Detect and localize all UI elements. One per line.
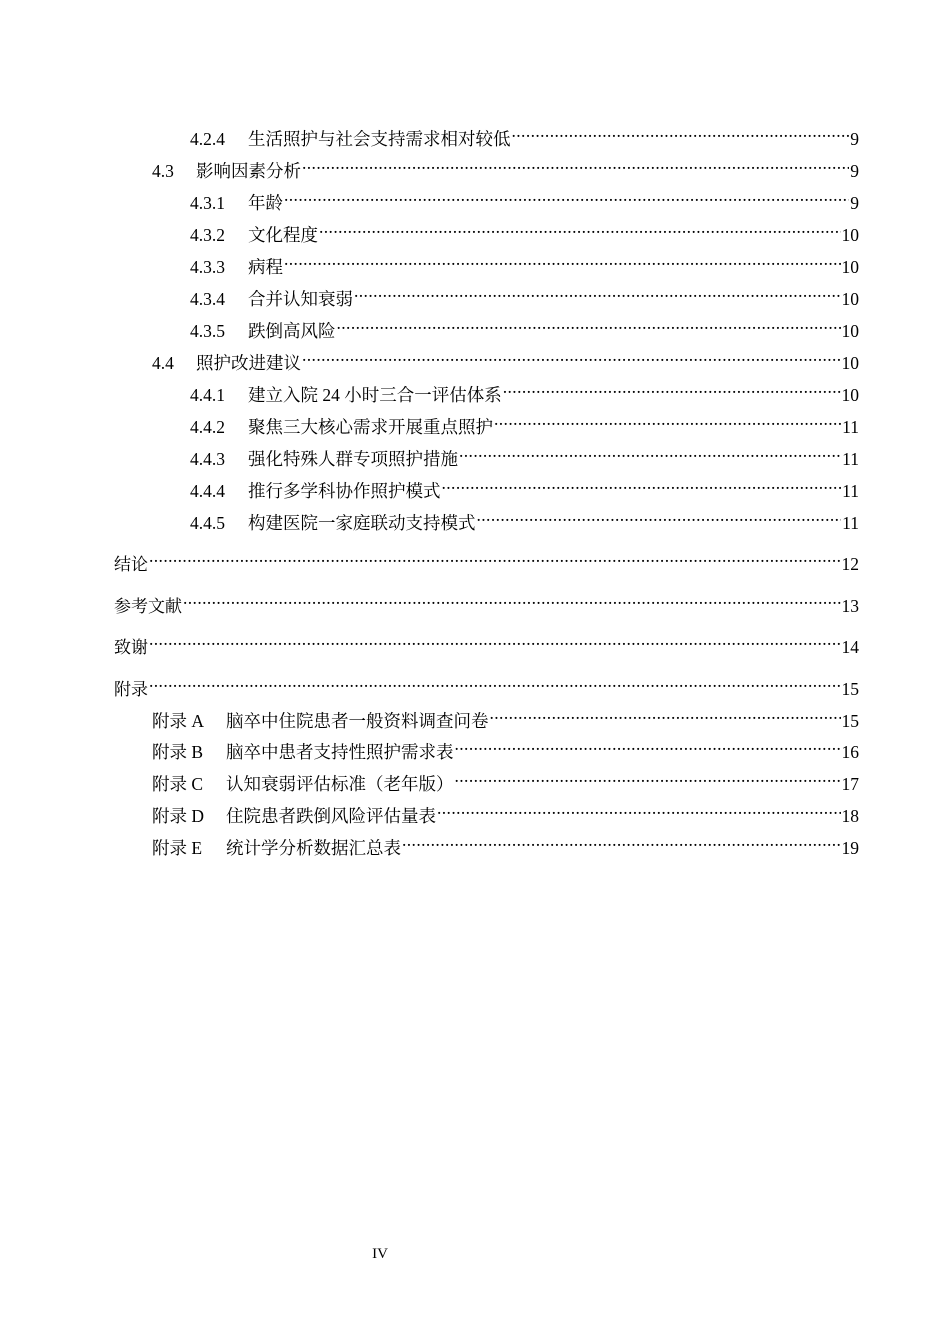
dot-leader <box>455 732 841 758</box>
toc-entry-title: 聚焦三大核心需求开展重点照护 <box>248 417 493 437</box>
toc-entry-title: 年龄 <box>248 193 283 213</box>
toc-entry-page: 10 <box>841 321 859 341</box>
dot-leader <box>354 279 841 305</box>
toc-entry-page: 9 <box>850 161 859 181</box>
toc-entry-references[interactable] <box>114 586 859 617</box>
toc-entry-title: 统计学分析数据汇总表 <box>226 838 401 858</box>
dot-leader <box>284 183 849 209</box>
toc-entry-page: 11 <box>842 513 859 533</box>
toc-entry[interactable] <box>190 503 859 533</box>
dot-leader <box>459 439 841 465</box>
toc-entry-page: 18 <box>841 806 859 826</box>
toc-entry-page: 15 <box>841 711 859 731</box>
toc-entry-appendix-item[interactable] <box>152 732 859 762</box>
toc-entry-page: 10 <box>841 385 859 405</box>
dot-leader <box>442 471 842 497</box>
toc-entry-page: 12 <box>841 554 859 574</box>
toc-entry-title: 照护改进建议 <box>196 353 301 373</box>
toc-entry[interactable] <box>190 439 859 469</box>
dot-leader <box>402 828 841 854</box>
toc-entry-title: 参考文献 <box>114 597 182 617</box>
toc-entry-title: 结论 <box>114 555 148 575</box>
toc-entry-title: 致谢 <box>114 638 148 658</box>
toc-entry-number: 4.4.5 <box>190 513 225 533</box>
toc-entry-number: 4.3.5 <box>190 321 225 341</box>
toc-entry[interactable] <box>190 375 859 405</box>
dot-leader <box>149 669 841 695</box>
toc-entry-number: 附录 D <box>152 806 205 826</box>
toc-entry-title: 建立入院 24 小时三合一评估体系 <box>248 385 502 405</box>
toc-entry-title: 构建医院一家庭联动支持模式 <box>248 513 476 533</box>
dot-leader <box>319 215 841 241</box>
dot-leader <box>302 151 849 177</box>
toc-entry-page: 10 <box>841 257 859 277</box>
toc-entry-number: 附录 E <box>152 838 203 858</box>
toc-entry-title: 文化程度 <box>248 225 318 245</box>
toc-entry-number: 4.2.4 <box>190 129 225 149</box>
dot-leader <box>503 375 841 401</box>
toc-entry-page: 9 <box>850 193 859 213</box>
toc-entry-appendix-item[interactable] <box>152 828 859 858</box>
toc-entry-page: 10 <box>841 353 859 373</box>
dot-leader <box>149 544 841 570</box>
page-number-footer: IV <box>372 1246 388 1262</box>
toc-entry-conclusion[interactable] <box>114 544 859 575</box>
toc-entry[interactable] <box>152 151 859 181</box>
toc-entry-page: 15 <box>841 679 859 699</box>
dot-leader <box>477 503 842 529</box>
toc-entry-appendix-item[interactable] <box>152 701 859 731</box>
toc-entry-number: 附录 B <box>152 742 204 762</box>
toc-entry[interactable] <box>190 471 859 501</box>
toc-entry-page: 19 <box>841 838 859 858</box>
toc-entry[interactable] <box>190 311 859 341</box>
toc-entry-title: 住院患者跌倒风险评估量表 <box>226 806 436 826</box>
toc-entry[interactable] <box>190 279 859 309</box>
toc-entry-number: 4.4.4 <box>190 481 225 501</box>
toc-entry-title: 病程 <box>248 257 283 277</box>
toc-entry-title: 强化特殊人群专项照护措施 <box>248 449 458 469</box>
toc-entry-page: 11 <box>842 417 859 437</box>
toc-entry[interactable] <box>190 407 859 437</box>
toc-entry-page: 9 <box>850 129 859 149</box>
toc-entry-title: 影响因素分析 <box>196 161 301 181</box>
toc-entry-page: 11 <box>842 481 859 501</box>
dot-leader <box>183 586 841 612</box>
toc-entry[interactable] <box>152 343 859 373</box>
dot-leader <box>337 311 841 337</box>
toc-entry[interactable] <box>190 247 859 277</box>
toc-entry-title: 合并认知衰弱 <box>248 289 353 309</box>
toc-entry-page: 14 <box>841 637 859 657</box>
toc-entry-number: 4.4.3 <box>190 449 225 469</box>
toc-entry-title: 脑卒中患者支持性照护需求表 <box>226 742 454 762</box>
toc-entry-title: 跌倒高风险 <box>248 321 336 341</box>
toc-entry-title: 附录 <box>114 680 148 700</box>
dot-leader <box>512 119 850 145</box>
toc-entry-title: 认知衰弱评估标准（老年版） <box>226 774 454 794</box>
dot-leader <box>490 701 841 727</box>
dot-leader <box>284 247 841 273</box>
toc-entry-acknowledgements[interactable] <box>114 627 859 658</box>
toc-entry-appendix[interactable] <box>114 669 859 700</box>
toc-entry-number: 附录 C <box>152 774 204 794</box>
toc-entry-number: 4.3.3 <box>190 257 225 277</box>
toc-entry-number: 4.3.1 <box>190 193 225 213</box>
toc-entry-page: 13 <box>841 596 859 616</box>
toc-entry-number: 4.4.2 <box>190 417 225 437</box>
dot-leader <box>494 407 841 433</box>
toc-entry-number: 4.4 <box>152 353 174 373</box>
toc-entry-appendix-item[interactable] <box>152 764 859 794</box>
toc-entry-page: 11 <box>842 449 859 469</box>
dot-leader <box>455 764 841 790</box>
toc-entry-number: 4.3 <box>152 161 174 181</box>
toc-entry[interactable] <box>190 183 859 213</box>
dot-leader <box>437 796 841 822</box>
toc-entry-title: 生活照护与社会支持需求相对较低 <box>248 129 511 149</box>
toc-entry[interactable] <box>190 215 859 245</box>
toc-entry-page: 10 <box>841 289 859 309</box>
dot-leader <box>149 627 841 653</box>
toc-entry-appendix-item[interactable] <box>152 796 859 826</box>
toc-entry-title: 推行多学科协作照护模式 <box>248 481 441 501</box>
dot-leader <box>302 343 841 369</box>
toc-entry-number: 4.4.1 <box>190 385 225 405</box>
toc-entry[interactable] <box>190 119 859 149</box>
toc-entry-number: 4.3.2 <box>190 225 225 245</box>
toc-entry-number: 附录 A <box>152 711 205 731</box>
toc-entry-page: 10 <box>841 225 859 245</box>
toc-entry-page: 16 <box>841 742 859 762</box>
toc-entry-number: 4.3.4 <box>190 289 225 309</box>
toc-entry-page: 17 <box>841 774 859 794</box>
toc-entry-title: 脑卒中住院患者一般资料调查问卷 <box>226 711 489 731</box>
